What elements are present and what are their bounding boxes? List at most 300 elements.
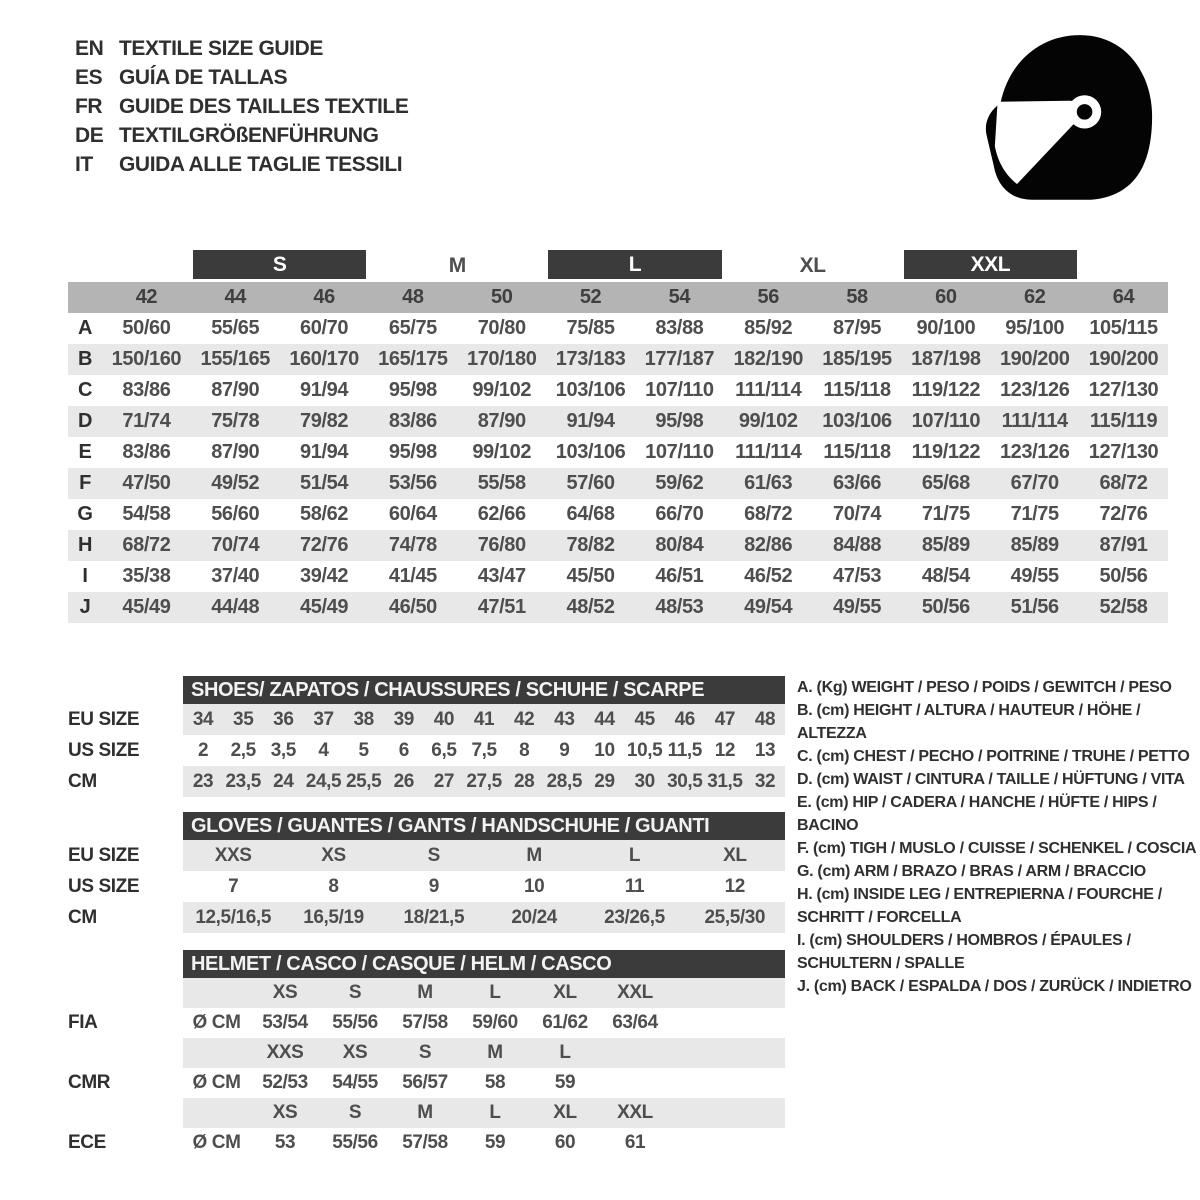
size-value: 28,5: [546, 770, 583, 792]
size-value: 13: [754, 739, 776, 761]
helmet-table: [68, 950, 785, 1158]
size-value: 187/198: [911, 348, 981, 370]
numeric-size: 48: [402, 286, 424, 308]
helmet-size: S: [418, 1042, 432, 1063]
size-value: 75/78: [211, 410, 260, 432]
size-value: 111/114: [735, 379, 802, 401]
size-value: 50/56: [921, 596, 970, 618]
size-value: 170/180: [466, 348, 537, 370]
row-values: [183, 735, 785, 766]
size-value: 60/70: [300, 317, 349, 339]
size-value: 95/100: [1005, 317, 1065, 339]
helmet-size: XL: [553, 1102, 577, 1123]
helmet-rows: [68, 978, 785, 1158]
size-value: 2,5: [230, 739, 256, 761]
diameter-spacer: [183, 1038, 250, 1068]
size-value: 63/66: [833, 472, 882, 494]
size-value: 18/21,5: [403, 906, 465, 928]
size-value: 85/89: [1010, 534, 1059, 556]
size-value: 26: [393, 770, 414, 792]
row-label: US SIZE: [68, 739, 140, 761]
row-values: [183, 1038, 785, 1068]
helmet-size: L: [489, 1102, 501, 1123]
size-value: 90/100: [916, 317, 976, 339]
size-value: 119/122: [911, 379, 981, 401]
legend-item-c: C. (cm) CHEST / PECHO / POITRINE / TRUHE / PETTO: [797, 748, 1190, 765]
size-value: 80/84: [655, 534, 704, 556]
helmet-size: XL: [553, 982, 577, 1003]
size-value: 95/98: [388, 441, 437, 463]
size-band-xxl: XXL: [904, 250, 1078, 279]
size-value: 119/122: [911, 441, 981, 463]
size-value: 55/65: [211, 317, 260, 339]
row-values: [183, 766, 785, 797]
size-value: 65/68: [921, 472, 970, 494]
row-label-spacer: [68, 1038, 183, 1068]
numeric-size: 64: [1112, 286, 1135, 308]
lang-row-it: [75, 150, 408, 179]
textile-size-table: [68, 250, 1168, 623]
helmet-size: XXL: [617, 982, 653, 1003]
diameter-label: Ø CM: [192, 1132, 241, 1153]
size-value: 44/48: [211, 596, 260, 618]
size-value: 59/62: [655, 472, 704, 494]
size-value: 27,5: [466, 770, 502, 792]
size-value: 54/58: [122, 503, 171, 525]
size-value: 91/94: [566, 410, 615, 432]
size-value: 60/64: [388, 503, 437, 525]
row-label-spacer: [68, 978, 183, 1008]
size-value: 43/47: [477, 565, 526, 587]
measurement-row-c: [68, 375, 1168, 406]
size-value: 79/82: [300, 410, 349, 432]
size-value: 2: [197, 739, 209, 761]
row-label: E: [78, 441, 92, 463]
gloves-row-us-size: [68, 871, 785, 902]
gloves-row-eu-size: [68, 840, 785, 871]
lang-code: EN: [75, 37, 104, 60]
filler: [600, 1038, 785, 1068]
size-value: 12: [714, 739, 736, 761]
size-value: 72/76: [300, 534, 349, 556]
shoes-header: SHOES/ ZAPATOS / CHAUSSURES / SCHUHE / SCARPE: [183, 676, 785, 704]
numeric-size: 54: [668, 286, 691, 308]
size-value: 37: [313, 708, 334, 730]
size-value: 150/160: [111, 348, 182, 370]
size-value: 30: [634, 770, 655, 792]
size-value: 45/49: [300, 596, 349, 618]
helmet-size: L: [489, 982, 501, 1003]
size-value: 185/195: [822, 348, 892, 370]
lang-code: IT: [75, 153, 93, 176]
size-value: 8: [328, 875, 339, 897]
shoes-row-us-size: [68, 735, 785, 766]
size-value: 11,5: [667, 739, 702, 761]
size-value: 103/106: [822, 410, 892, 432]
size-value: 123/126: [999, 379, 1070, 401]
size-value: 99/102: [738, 410, 798, 432]
size-value: 115/118: [823, 379, 891, 401]
size-value: 190/200: [999, 348, 1070, 370]
size-band-s: S: [193, 250, 367, 279]
legend-item-j: J. (cm) BACK / ESPALDA / DOS / ZURÜCK / INDIETRO: [797, 978, 1192, 995]
size-value: 107/110: [645, 441, 714, 463]
helmet-value: 61: [624, 1132, 646, 1153]
size-value: 32: [754, 770, 776, 792]
size-value: 127/130: [1088, 379, 1159, 401]
standard-label: CMR: [68, 1072, 111, 1093]
legend-item-b: B. (cm) HEIGHT / ALTURA / HAUTEUR / HÖHE / ALTEZZA: [797, 702, 1141, 742]
size-value: 23,5: [225, 770, 261, 792]
size-value: 5: [358, 739, 369, 761]
numeric-size: 46: [313, 286, 335, 308]
size-value: 47/53: [833, 565, 882, 587]
size-value: 56/60: [211, 503, 260, 525]
size-value: 52/58: [1099, 596, 1148, 618]
lang-title: GUIDA ALLE TAGLIE TESSILI: [119, 153, 403, 176]
legend-item-f: F. (cm) TIGH / MUSLO / CUISSE / SCHENKEL / COSCIA: [797, 840, 1197, 857]
filler: [670, 1128, 785, 1158]
row-label: CM: [68, 770, 97, 792]
numeric-size: 42: [135, 286, 158, 308]
measurement-row-f: [68, 468, 1168, 499]
size-value: 34: [192, 708, 214, 730]
helmet-value: 55/56: [332, 1012, 378, 1033]
size-value: 87/90: [211, 379, 260, 401]
size-value: 41: [473, 708, 495, 730]
size-value: 51/54: [300, 472, 349, 494]
size-value: 47: [714, 708, 736, 730]
size-value: 9: [428, 875, 439, 897]
lang-code: ES: [75, 66, 103, 89]
numeric-size: 56: [757, 286, 779, 308]
racing-helmet-icon: [972, 24, 1162, 209]
lang-title: TEXTILE SIZE GUIDE: [119, 37, 323, 60]
size-value: 57/60: [566, 472, 615, 494]
numeric-size: 58: [846, 286, 868, 308]
size-value: 4: [318, 739, 329, 761]
band-spacer: [1079, 250, 1168, 282]
size-value: 182/190: [733, 348, 803, 370]
measurement-row-b: [68, 344, 1168, 375]
standard-label: FIA: [68, 1012, 98, 1033]
size-value: 35: [233, 708, 254, 730]
size-value: 87/90: [211, 441, 260, 463]
gloves-header: GLOVES / GUANTES / GANTS / HANDSCHUHE / GUANTI: [183, 812, 785, 840]
size-value: 29: [594, 770, 615, 792]
numeric-size-row: [68, 282, 1168, 313]
size-value: 62/66: [477, 503, 526, 525]
size-value: 23: [192, 770, 214, 792]
helmet-value: 57/58: [402, 1132, 448, 1153]
size-value: 37/40: [211, 565, 260, 587]
measurement-row-i: [68, 561, 1168, 592]
size-value: 6: [398, 739, 409, 761]
helmet-values-row-ece: [68, 1128, 785, 1158]
size-value: 99/102: [472, 441, 532, 463]
size-value: 41/45: [388, 565, 437, 587]
size-value: 127/130: [1088, 441, 1159, 463]
row-label: A: [77, 317, 93, 339]
diameter-label: Ø CM: [192, 1072, 241, 1093]
helmet-value: 63/64: [612, 1012, 658, 1033]
size-value: 45/50: [566, 565, 615, 587]
helmet-sizes-row-ece: [68, 1098, 785, 1128]
row-label: C: [77, 379, 93, 401]
diameter-spacer: [183, 978, 250, 1008]
shoes-rows: [68, 704, 785, 797]
size-value: 44: [594, 708, 615, 730]
row-values: [183, 840, 785, 871]
size-value: 87/90: [477, 410, 526, 432]
helmet-value: 59/60: [472, 1012, 518, 1033]
size-value: 111/114: [1001, 410, 1068, 432]
row-values: [183, 1128, 785, 1158]
size-band-xl: XL: [799, 254, 826, 277]
diameter-label: Ø CM: [192, 1012, 241, 1033]
lang-row-en: [75, 34, 408, 63]
gloves-rows: [68, 840, 785, 933]
row-label-spacer: [68, 1098, 183, 1128]
size-value: 83/88: [655, 317, 704, 339]
size-value: 39/42: [300, 565, 349, 587]
size-value: 72/76: [1099, 503, 1148, 525]
size-value: 24: [273, 770, 294, 792]
size-value: 46: [674, 708, 695, 730]
measurement-row-h: [68, 530, 1168, 561]
measurement-row-j: [68, 592, 1168, 623]
size-value: 115/118: [823, 441, 891, 463]
size-value: 12: [724, 875, 745, 897]
size-value: S: [427, 844, 440, 866]
size-value: 40: [433, 708, 455, 730]
row-label: G: [77, 503, 93, 525]
row-label: CM: [68, 906, 97, 928]
numeric-size: 52: [579, 286, 602, 308]
row-values: [183, 1098, 785, 1128]
size-value: 91/94: [300, 379, 349, 401]
helmet-size: S: [348, 982, 362, 1003]
row-label: B: [77, 348, 93, 370]
size-value: 70/74: [833, 503, 882, 525]
size-value: 83/86: [122, 441, 171, 463]
main-table-rows: [68, 313, 1168, 623]
size-value: 155/165: [200, 348, 270, 370]
size-value: 177/187: [644, 348, 715, 370]
row-label: D: [77, 410, 93, 432]
size-value: 49/55: [833, 596, 882, 618]
size-value: 48/52: [566, 596, 615, 618]
size-value: 71/75: [1010, 503, 1059, 525]
size-value: 39: [393, 708, 414, 730]
lang-code: FR: [75, 95, 103, 118]
size-value: 9: [559, 739, 570, 761]
helmet-values-row-fia: [68, 1008, 785, 1038]
row-label: J: [79, 596, 91, 618]
size-band-l: L: [548, 250, 722, 279]
size-value: 48: [754, 708, 776, 730]
helmet-size: S: [348, 1102, 362, 1123]
size-value: XXS: [214, 844, 252, 866]
size-value: 75/85: [566, 317, 615, 339]
size-value: 70/74: [211, 534, 260, 556]
size-value: 83/86: [122, 379, 171, 401]
size-value: L: [628, 844, 641, 866]
size-value: 71/74: [122, 410, 171, 432]
diameter-spacer: [183, 1098, 250, 1128]
numeric-size: 50: [491, 286, 513, 308]
helmet-header: HELMET / CASCO / CASQUE / HELM / CASCO: [183, 950, 785, 978]
size-value: 49/55: [1010, 565, 1059, 587]
row-label: H: [77, 534, 93, 556]
language-header: [75, 34, 408, 179]
size-value: 7: [228, 875, 239, 897]
row-values: [183, 978, 785, 1008]
size-value: 27: [433, 770, 455, 792]
size-value: 30,5: [667, 770, 703, 792]
legend-item-g: G. (cm) ARM / BRAZO / BRAS / ARM / BRACCIO: [797, 863, 1146, 880]
size-value: 50/56: [1099, 565, 1148, 587]
size-value: 70/80: [477, 317, 526, 339]
shoes-row-eu-size: [68, 704, 785, 735]
numeric-size: 44: [224, 286, 246, 308]
size-value: 82/86: [744, 534, 793, 556]
size-value: 85/92: [744, 317, 793, 339]
size-value: 105/115: [1089, 317, 1158, 339]
helmet-size: XXL: [617, 1102, 653, 1123]
row-label: I: [82, 565, 88, 587]
size-value: 123/126: [999, 441, 1070, 463]
size-value: 35/38: [122, 565, 171, 587]
size-value: 71/75: [921, 503, 970, 525]
size-value: 76/80: [477, 534, 526, 556]
helmet-value: 61/62: [542, 1012, 588, 1033]
gloves-row-cm: [68, 902, 785, 933]
size-value: 68/72: [122, 534, 171, 556]
legend-item-h: H. (cm) INSIDE LEG / ENTREPIERNA / FOURCHE / SCHRITT / FORCELLA: [797, 886, 1162, 926]
lang-row-es: [75, 63, 408, 92]
shoes-table: [68, 676, 785, 797]
size-value: 74/78: [388, 534, 437, 556]
size-value: 36: [273, 708, 294, 730]
size-value: 48/53: [655, 596, 704, 618]
size-value: 46/52: [744, 565, 793, 587]
helmet-size: M: [487, 1042, 503, 1063]
size-value: 49/54: [744, 596, 793, 618]
size-value: 160/170: [289, 348, 359, 370]
size-value: 58/62: [300, 503, 349, 525]
size-band-m: M: [448, 254, 466, 277]
size-value: 47/51: [477, 596, 526, 618]
size-value: 83/86: [388, 410, 437, 432]
size-value: 28: [514, 770, 535, 792]
lang-code: DE: [75, 124, 104, 147]
size-value: 25,5/30: [704, 906, 766, 928]
size-value: 78/82: [566, 534, 615, 556]
row-values: [183, 1008, 785, 1038]
helmet-values-row-cmr: [68, 1068, 785, 1098]
size-value: 95/98: [388, 379, 437, 401]
legend-item-i: I. (cm) SHOULDERS / HOMBROS / ÉPAULES / SCHULTERN / SPALLE: [797, 932, 1131, 972]
row-values: [183, 871, 785, 902]
size-value: 107/110: [645, 379, 714, 401]
size-value: 68/72: [744, 503, 793, 525]
helmet-value: 60: [554, 1132, 576, 1153]
size-value: 103/106: [555, 379, 626, 401]
size-value: 46/51: [655, 565, 704, 587]
size-value: 103/106: [555, 441, 626, 463]
row-label: EU SIZE: [68, 844, 140, 866]
size-value: 12,5/16,5: [195, 906, 271, 928]
size-value: 8: [519, 739, 530, 761]
measurement-row-e: [68, 437, 1168, 468]
size-value: 55/58: [477, 472, 526, 494]
row-label: F: [79, 472, 91, 494]
helmet-size: L: [559, 1042, 571, 1063]
size-value: 64/68: [566, 503, 615, 525]
size-value: 111/114: [735, 441, 802, 463]
measurement-row-a: [68, 313, 1168, 344]
size-value: M: [526, 844, 542, 866]
filler: [670, 978, 785, 1008]
size-value: 11: [624, 875, 645, 897]
size-value: 24,5: [305, 770, 342, 792]
size-value: 61/63: [744, 472, 793, 494]
size-value: 49/52: [211, 472, 260, 494]
lang-title: TEXTILGRÖßENFÜHRUNG: [119, 124, 379, 147]
size-value: 87/95: [833, 317, 882, 339]
size-value: 66/70: [655, 503, 704, 525]
size-value: 20/24: [511, 906, 557, 928]
size-value: 107/110: [911, 410, 981, 432]
filler: [670, 1008, 785, 1038]
helmet-size: XS: [342, 1042, 368, 1063]
legend-item-d: D. (cm) WAIST / CINTURA / TAILLE / HÜFTUNG / VITA: [797, 771, 1185, 788]
size-value: 3,5: [270, 739, 296, 761]
size-value: 10: [594, 739, 615, 761]
band-spacer: [68, 250, 191, 282]
helmet-value: 57/58: [402, 1012, 448, 1033]
row-label-spacer: [68, 282, 102, 313]
size-value: 48/54: [921, 565, 970, 587]
helmet-size: XS: [272, 1102, 298, 1123]
size-value: 165/175: [378, 348, 448, 370]
size-value: 7,5: [471, 739, 497, 761]
size-value: 173/183: [555, 348, 626, 370]
helmet-value: 53/54: [262, 1012, 308, 1033]
size-band-row: [68, 250, 1168, 282]
helmet-value: 59: [554, 1072, 576, 1093]
gloves-table: [68, 812, 785, 933]
size-value: 16,5/19: [303, 906, 364, 928]
size-value: XL: [723, 844, 747, 866]
size-value: 10,5: [626, 739, 663, 761]
size-value: 45/49: [122, 596, 171, 618]
size-value: 51/56: [1010, 596, 1059, 618]
numeric-size: 60: [935, 286, 957, 308]
helmet-value: 52/53: [262, 1072, 308, 1093]
row-label: EU SIZE: [68, 708, 140, 730]
helmet-value: 54/55: [332, 1072, 378, 1093]
size-value: 46/50: [388, 596, 437, 618]
size-value: 6,5: [431, 739, 457, 761]
size-value: 68/72: [1099, 472, 1148, 494]
size-value: 25,5: [345, 770, 382, 792]
row-values: [183, 1068, 785, 1098]
helmet-size: M: [417, 982, 433, 1003]
numeric-size: 62: [1023, 286, 1046, 308]
lang-title: GUIDE DES TAILLES TEXTILE: [119, 95, 409, 118]
